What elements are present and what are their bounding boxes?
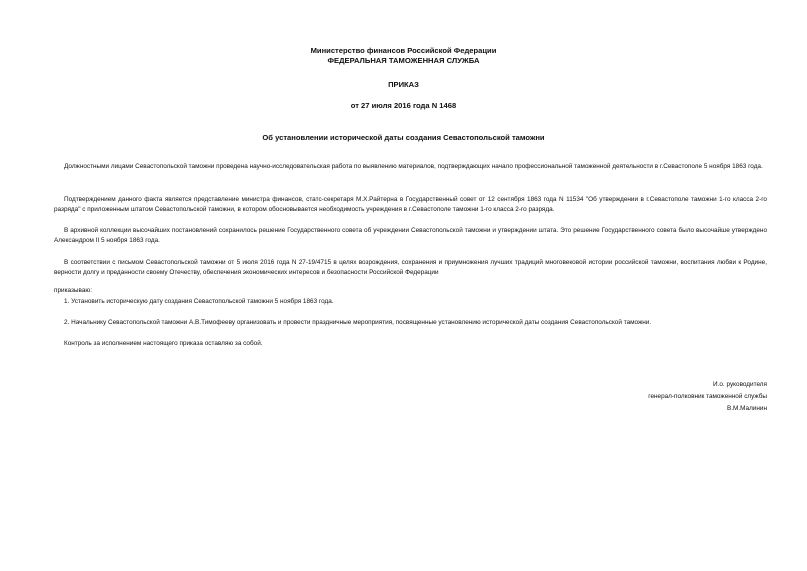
document-type: ПРИКАЗ xyxy=(388,80,419,89)
paragraph-1: Должностными лицами Севастопольской таможни проведена научно-исследовательская работа по выявлению материалов, подтверждающих начало профессиональной таможенной деятельности в г.Севастополе 5 ноября 1863 года. xyxy=(64,163,763,170)
paragraph-2: Подтверждением данного факта является представление министра финансов, статс-секретаря М.Х.Райтерна в Государственный совет от 12 сентября 1863 года N 11534 "Об утверждении в г.Севастополе таможни 1-го класса 2-го разряда" с приложенным штатом Севастопольской таможни, в котором обосновывается необходимость учреждения в г.Севастополе таможни 1-го класса 2-го разряда. xyxy=(54,196,767,213)
paragraph-3: В архивной коллекции высочайших постановлений сохранилось решение Государственного совета об учреждении Севастопольской таможни и утверждении штата. Это решение Государственного совета было высочайше утверждено Александром II 5 ноября 1863 года. xyxy=(54,227,767,244)
document-title: Об установлении исторической даты создания Севастопольской таможни xyxy=(262,133,545,142)
signatory-rank: генерал-полковник таможенной службы xyxy=(648,393,767,400)
paragraph-4: В соответствии с письмом Севастопольской таможни от 5 июля 2016 года N 27-19/4715 в целях возрождения, сохранения и приумножения лучших традиций многовековой истории российской таможни, воспитания любви к Родине, верности долгу и преданности своему Отечеству, обеспечения экономических интересов и безопасности Российской Федерации xyxy=(54,259,767,276)
document-date-number: от 27 июля 2016 года N 1468 xyxy=(350,101,457,110)
control-statement: Контроль за исполнением настоящего приказа оставляю за собой. xyxy=(64,340,263,347)
ministry-heading: Министерство финансов Российской Федерации xyxy=(310,46,497,55)
orders-label: приказываю: xyxy=(54,287,92,294)
order-item-2: 2. Начальнику Севастопольской таможни А.В.Тимофееву организовать и провести праздничные мероприятия, посвященные установлению исторической даты создания Севастопольской таможни. xyxy=(64,319,652,326)
signatory-position: И.о. руководителя xyxy=(713,381,767,388)
service-heading: ФЕДЕРАЛЬНАЯ ТАМОЖЕННАЯ СЛУЖБА xyxy=(327,56,480,65)
signatory-name: В.М.Малинин xyxy=(726,405,767,412)
order-item-1: 1. Установить историческую дату создания Севастопольской таможни 5 ноября 1863 года. xyxy=(64,298,334,305)
